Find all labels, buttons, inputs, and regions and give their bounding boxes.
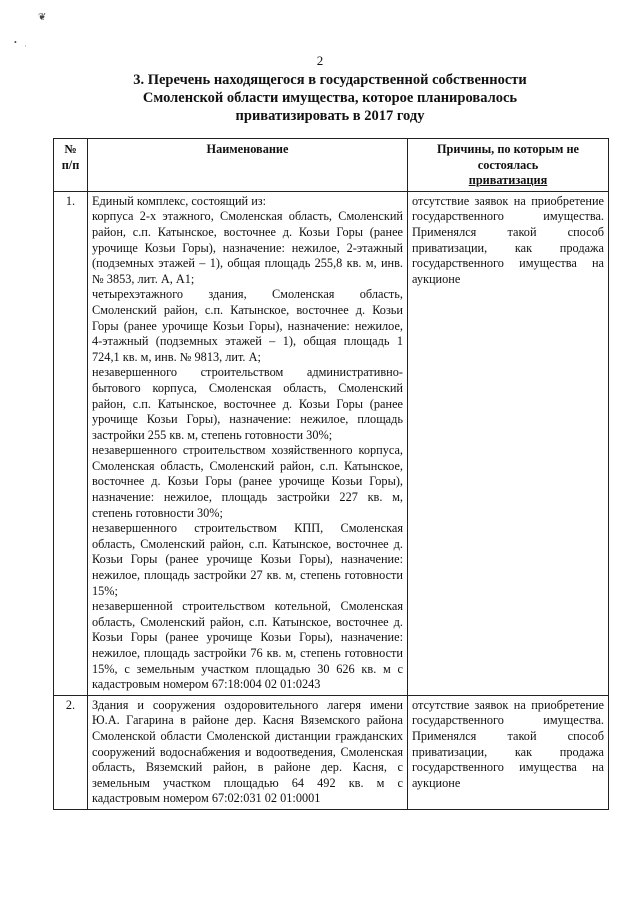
property-table [53, 138, 609, 810]
table-header-row [54, 139, 609, 192]
property-paragraph: незавершенного строительством административно-бытового корпуса, Смоленская область, Смоленский район, с.п. Катынское, восточнее д. Козьи Горы (ранее урочище Козьи Горы), назначение: нежилое, площадь застройки 255 кв. м, степень готовности 30%; [92, 365, 403, 442]
table-row [54, 695, 609, 809]
reason-cell [408, 191, 609, 695]
section-heading [70, 71, 590, 125]
column-header-number: № п/п [54, 139, 88, 192]
margin-mark: ❦ [38, 12, 47, 23]
page-number: 2 [316, 53, 324, 68]
table-row [54, 191, 609, 695]
reason-text: отсутствие заявок на приобретение государственного имущества. Применялся такой способ приватизации, как продажа государственного имущества на аукционе [412, 193, 604, 286]
property-paragraph: незавершенной строительством котельной, Смоленская область, Смоленский район, с.п. Катынское, восточнее д. Козьи Горы (ранее урочище Козьи Горы), назначение: нежилое, площадь застройки 76 кв. м, степень готовности 15%, с земельным участком площадью 30 626 кв. м с кадастровым номером 67:18:004 02 01:0243 [92, 599, 403, 692]
property-paragraph: незавершенного строительством хозяйственного корпуса, Смоленская область, Смоленский район, с.п. Катынское, восточнее д. Козьи Горы (ранее урочище Козьи Горы), назначение: нежилое, площадь застройки 227 кв. м, степень готовности 30%; [92, 443, 403, 520]
property-paragraph: корпуса 2-х этажного, Смоленская область, Смоленский район, с.п. Катынское, восточнее д. Козьи Горы (ранее урочище Козьи Горы), назначение: нежилое, 2-этажный (подземных этажей – 1), общая площадь 255,8 кв. м, инв. № 3853, лит. А, А1; [92, 209, 403, 286]
property-paragraph: незавершенного строительством КПП, Смоленская область, Смоленский район, с.п. Катынское, восточнее д. Козьи Горы (ранее урочище Козьи Горы), назначение: нежилое, площадь застройки 27 кв. м, степень готовности 15%; [92, 521, 403, 598]
heading-line: Смоленской области имущества, которое планировалось [142, 90, 518, 106]
reason-text: отсутствие заявок на приобретение государственного имущества. Применялся такой способ приватизации, как продажа государственного имущества на аукционе [412, 697, 604, 790]
margin-mark: ˙ [24, 44, 27, 53]
heading-line: 3. Перечень находящегося в государственной собственности [133, 72, 527, 88]
row-number: 1. [54, 191, 88, 695]
heading-line: приватизировать в 2017 году [235, 108, 425, 124]
property-name-cell [88, 695, 408, 809]
column-header-reason: Причины, по которым не состоялась приватизация [408, 139, 609, 192]
property-name-cell [88, 191, 408, 695]
reason-cell [408, 695, 609, 809]
column-header-name: Наименование [88, 139, 408, 192]
row-number: 2. [54, 695, 88, 809]
property-paragraph: Единый комплекс, состоящий из: [92, 193, 267, 208]
margin-mark: • [14, 38, 17, 47]
property-paragraph: четырехэтажного здания, Смоленская область, Смоленский район, с.п. Катынское, восточнее д. Козьи Горы (ранее урочище Козьи Горы), назначение: нежилое, 4-этажный (подземных этажей – 1), общая площадь 1 724,1 кв. м, инв. № 9813, лит. А; [92, 287, 403, 364]
property-paragraph: Здания и сооружения оздоровительного лагеря имени Ю.А. Гагарина в районе дер. Касня Вяземского района Смоленской области Смоленской дистанции гражданских сооружений водоснабжения и водоотведения, Смоленская область, Вяземский район, в районе дер. Касня, с земельным участком площадью 64 492 кв. м с кадастровым номером 67:02:031 02 01:0001 [92, 697, 403, 806]
